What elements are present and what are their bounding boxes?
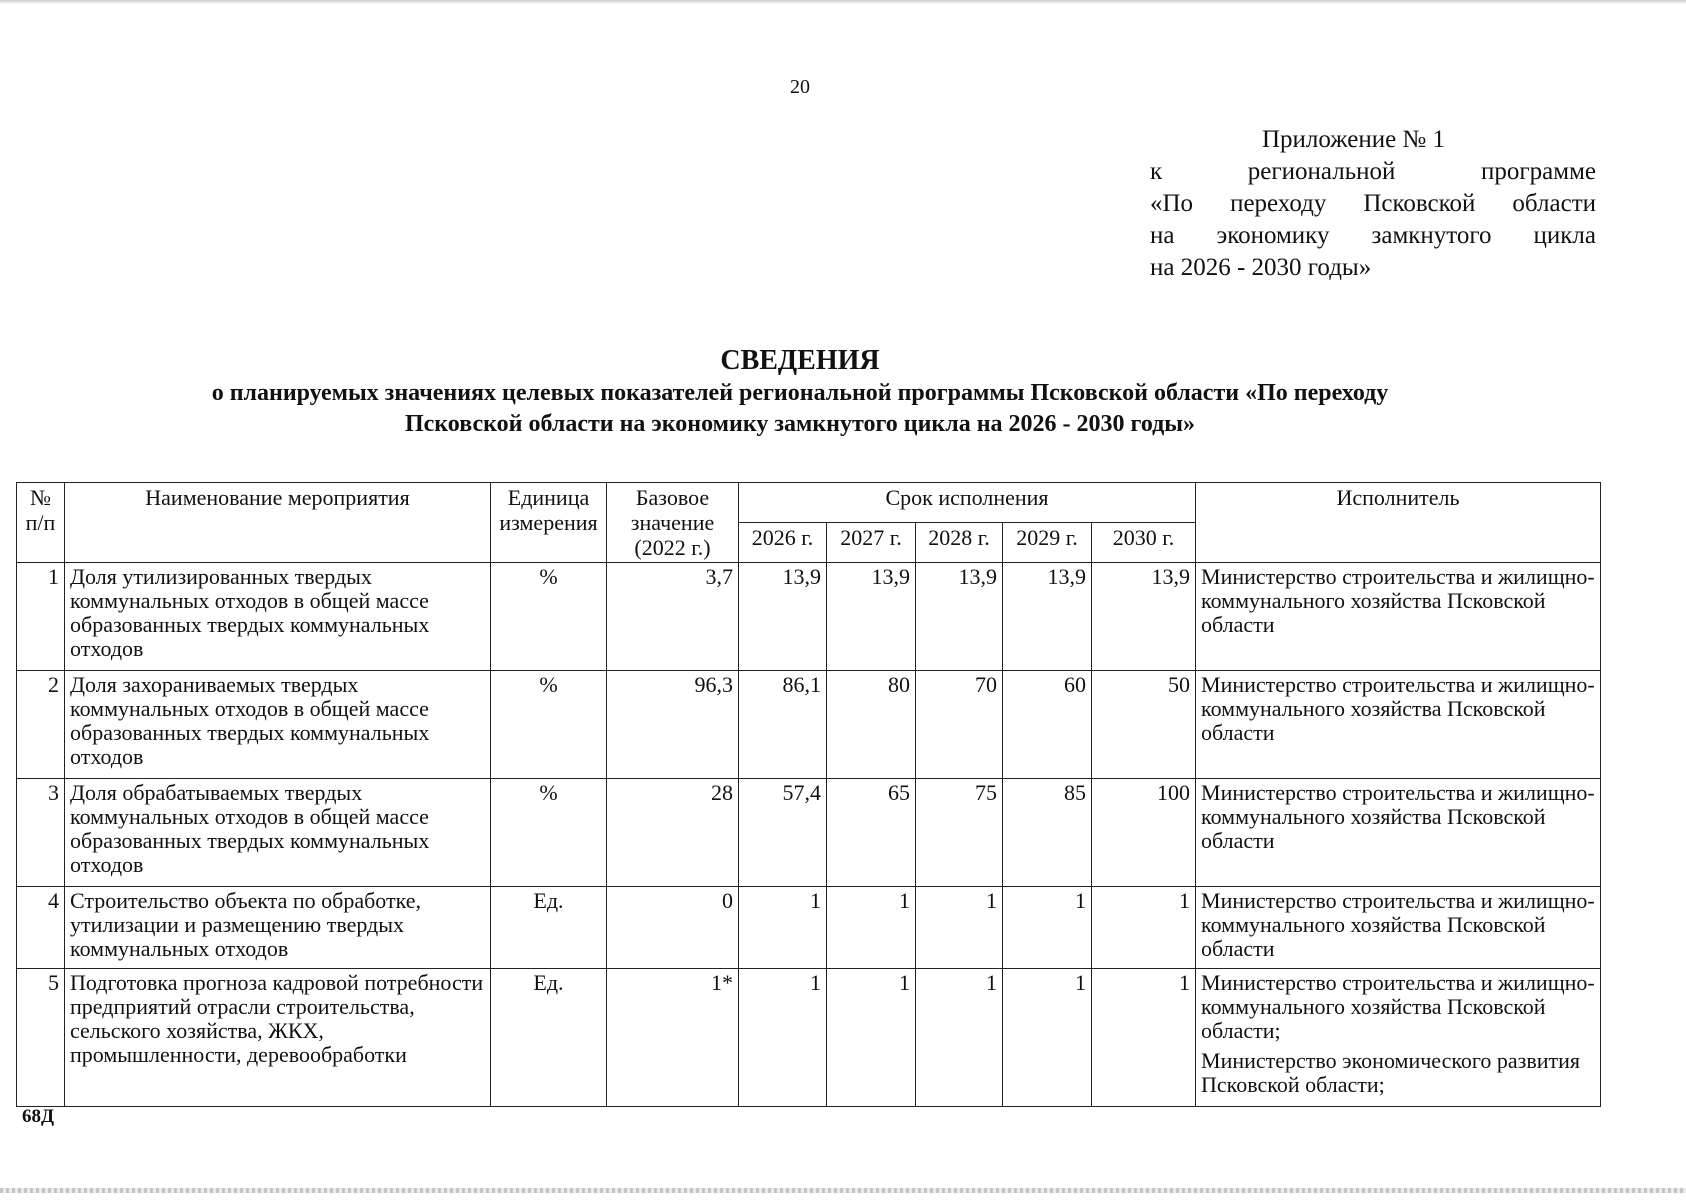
row-base-value: 28	[607, 779, 739, 887]
row-year-value: 1	[827, 887, 916, 969]
row-year-value: 75	[916, 779, 1003, 887]
scan-top-edge	[0, 0, 1686, 4]
row-year-value: 1	[1092, 969, 1196, 1107]
row-year-value: 65	[827, 779, 916, 887]
row-name: Подготовка прогноза кадровой потребности предприятий отрасли строительства, сельского хозяйства, ЖКХ, промышленности, деревообработки	[65, 969, 491, 1107]
row-executor	[1196, 887, 1601, 969]
appendix-line: «По переходу Псковской области	[1150, 190, 1596, 217]
row-executor	[1196, 969, 1601, 1107]
table-row	[17, 563, 1601, 671]
executor-entry: Министерство строительства и жилищно-коммунального хозяйства Псковской области	[1201, 564, 1595, 637]
row-base-value: 1*	[607, 969, 739, 1107]
row-unit: %	[491, 563, 607, 671]
row-year-value: 13,9	[739, 563, 827, 671]
row-year-value: 1	[739, 887, 827, 969]
row-executor	[1196, 671, 1601, 779]
header-number: № п/п	[17, 483, 65, 563]
header-year: 2028 г.	[916, 523, 1003, 563]
row-year-value: 1	[916, 969, 1003, 1107]
row-year-value: 80	[827, 671, 916, 779]
document-subtitle-line: о планируемых значениях целевых показателей региональной программы Псковской области «По переходу	[211, 380, 1389, 406]
row-executor	[1196, 779, 1601, 887]
row-number: 2	[17, 671, 65, 779]
row-year-value: 13,9	[916, 563, 1003, 671]
indicators-table	[16, 482, 1601, 1107]
row-year-value: 1	[916, 887, 1003, 969]
table-row	[17, 887, 1601, 969]
row-year-value: 85	[1003, 779, 1092, 887]
table-row	[17, 671, 1601, 779]
row-year-value: 13,9	[1003, 563, 1092, 671]
appendix-line: к региональной программе	[1150, 158, 1596, 185]
header-executor: Исполнитель	[1196, 483, 1601, 563]
executor-entry: Министерство экономического развития Псковской области;	[1201, 1048, 1581, 1097]
header-term: Срок исполнения	[739, 483, 1196, 523]
header-name: Наименование мероприятия	[65, 483, 491, 563]
document-code: 68Д	[22, 1106, 55, 1127]
row-year-value: 1	[739, 969, 827, 1107]
row-name: Доля обрабатываемых твердых коммунальных отходов в общей массе образованных твердых коммунальных отходов	[65, 779, 491, 887]
document-subtitle-line: Псковской области на экономику замкнутого цикла на 2026 - 2030 годы»	[404, 411, 1196, 437]
row-unit: Ед.	[491, 887, 607, 969]
row-number: 4	[17, 887, 65, 969]
row-number: 5	[17, 969, 65, 1107]
appendix-title: Приложение № 1	[1262, 126, 1446, 153]
row-year-value: 100	[1092, 779, 1196, 887]
scan-bottom-edge	[0, 1188, 1686, 1193]
row-unit: %	[491, 671, 607, 779]
row-year-value: 57,4	[739, 779, 827, 887]
row-base-value: 0	[607, 887, 739, 969]
page-number: 20	[790, 76, 810, 98]
row-year-value: 1	[827, 969, 916, 1107]
row-year-value: 13,9	[1092, 563, 1196, 671]
row-unit: Ед.	[491, 969, 607, 1107]
row-year-value: 60	[1003, 671, 1092, 779]
header-year: 2026 г.	[739, 523, 827, 563]
row-base-value: 96,3	[607, 671, 739, 779]
document-title: СВЕДЕНИЯ	[720, 345, 880, 376]
header-year: 2027 г.	[827, 523, 916, 563]
header-year: 2030 г.	[1092, 523, 1196, 563]
table-header-row	[17, 483, 1601, 523]
table-row	[17, 779, 1601, 887]
row-unit: %	[491, 779, 607, 887]
executor-entry: Министерство строительства и жилищно-коммунального хозяйства Псковской области	[1201, 780, 1595, 853]
row-year-value: 70	[916, 671, 1003, 779]
row-year-value: 1	[1092, 887, 1196, 969]
table-row	[17, 969, 1601, 1107]
executor-entry: Министерство строительства и жилищно-коммунального хозяйства Псковской области;	[1201, 970, 1595, 1043]
row-name: Доля захораниваемых твердых коммунальных отходов в общей массе образованных твердых коммунальных отходов	[65, 671, 491, 779]
header-year: 2029 г.	[1003, 523, 1092, 563]
row-year-value: 1	[1003, 969, 1092, 1107]
row-year-value: 50	[1092, 671, 1196, 779]
row-name: Строительство объекта по обработке, утилизации и размещению твердых коммунальных отходов	[65, 887, 491, 969]
row-base-value: 3,7	[607, 563, 739, 671]
appendix-line: на 2026 - 2030 годы»	[1150, 254, 1372, 281]
row-name: Доля утилизированных твердых коммунальных отходов в общей массе образованных твердых коммунальных отходов	[65, 563, 491, 671]
row-number: 3	[17, 779, 65, 887]
document-heading	[70, 344, 1530, 440]
row-year-value: 13,9	[827, 563, 916, 671]
appendix-line: на экономику замкнутого цикла	[1150, 222, 1596, 249]
row-number: 1	[17, 563, 65, 671]
executor-entry: Министерство строительства и жилищно-коммунального хозяйства Псковской области	[1201, 672, 1595, 745]
appendix-block	[1150, 124, 1596, 284]
row-year-value: 86,1	[739, 671, 827, 779]
row-year-value: 1	[1003, 887, 1092, 969]
header-base-value: Базовое значение (2022 г.)	[607, 483, 739, 563]
executor-entry: Министерство строительства и жилищно-коммунального хозяйства Псковской области	[1201, 888, 1595, 961]
header-unit: Единица измерения	[491, 483, 607, 563]
row-executor	[1196, 563, 1601, 671]
